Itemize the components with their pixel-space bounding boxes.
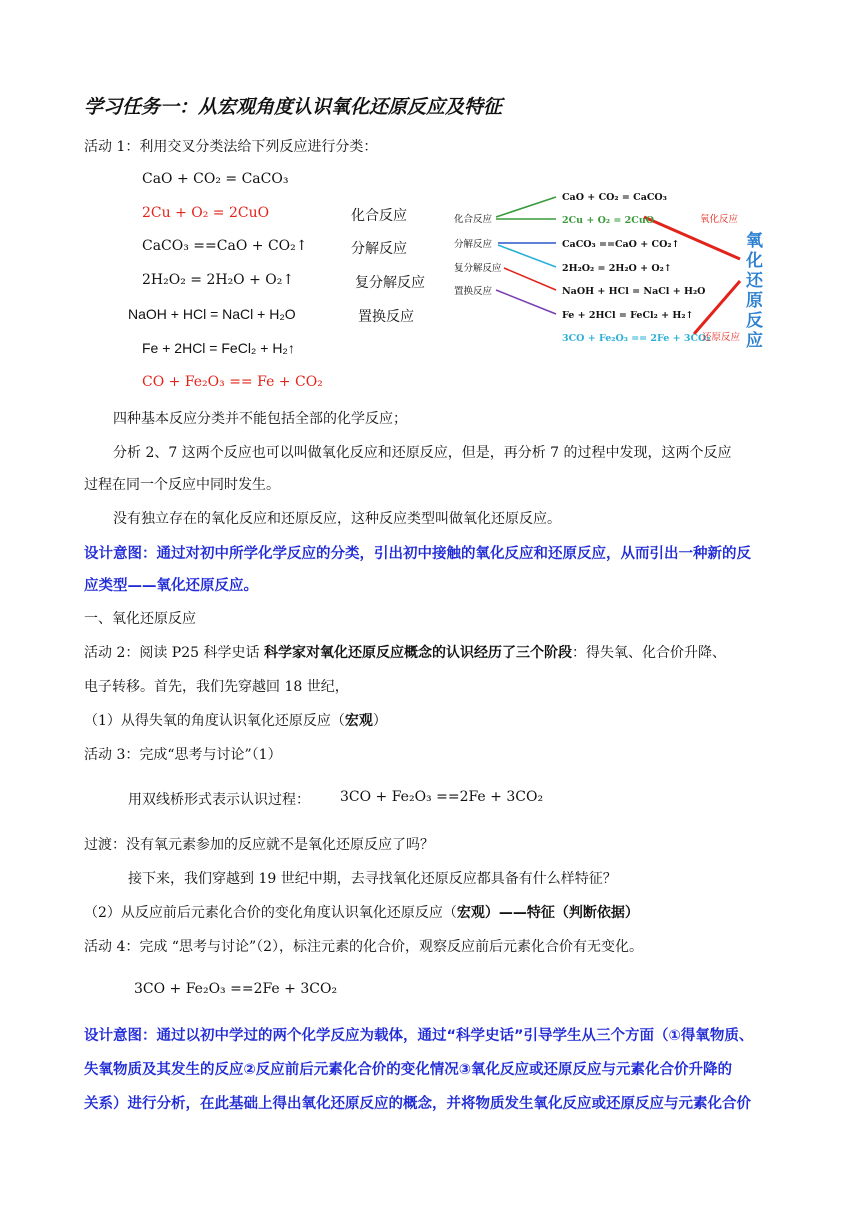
diagram-eq-2: 2Cu + O₂ = 2CuO xyxy=(562,215,655,226)
subsection-1 xyxy=(84,710,387,730)
diagram-eq-4: 2H₂O₂ = 2H₂O + O₂↑ xyxy=(562,263,672,274)
reaction-5: NaOH + HCl = NaCl + H₂O xyxy=(128,306,296,322)
diagram-oxidation-label: 氧化反应 xyxy=(700,214,739,225)
transition-text: 过渡：没有氧元素参加的反应就不是氧化还原反应了吗？ xyxy=(84,837,434,853)
paragraph-2-line2: 过程在同一个反应中同时发生。 xyxy=(84,477,280,493)
type-decomposition: 分解反应 xyxy=(351,241,407,257)
activity4-equation: 3CO + Fe₂O₃ ==2Fe + 3CO₂ xyxy=(134,981,338,997)
subsection-1-prefix: （1）从得失氧的角度认识氧化还原反应（ xyxy=(84,713,345,729)
reaction-4: 2H₂O₂ = 2H₂O + O₂↑ xyxy=(142,272,295,288)
design-intent-2-line3: 关系）进行分析，在此基础上得出氧化还原反应的概念，并将物质发生氧化反应或还原反应与元素化合价 xyxy=(84,1096,751,1112)
design-intent-2-line1: 设计意图：通过以初中学过的两个化学反应为载体，通过“科学史话”引导学生从三个方面（①得氧物质、 xyxy=(84,1028,754,1044)
diagram-eq-1: CaO + CO₂ = CaCO₃ xyxy=(562,192,667,203)
activity1-text: 活动 1：利用交叉分类法给下列反应进行分类： xyxy=(84,139,378,155)
design-intent-1-line1: 设计意图：通过对初中所学化学反应的分类，引出初中接触的氧化反应和还原反应，从而引出一种新的反 xyxy=(84,546,751,562)
subsection-1-bold: 宏观 xyxy=(344,713,373,729)
activity2-suffix: ：得失氧、化合价升降、 xyxy=(571,645,726,661)
vertical-char-3: 还 xyxy=(746,271,763,291)
activity2-bold: 科学家对氧化还原反应概念的认识经历了三个阶段 xyxy=(263,645,572,661)
type-double-displacement: 复分解反应 xyxy=(355,275,425,291)
design-intent-1-line2: 应类型——氧化还原反应。 xyxy=(84,578,258,594)
diagram-label-combination: 化合反应 xyxy=(454,214,493,225)
vertical-char-2: 化 xyxy=(746,251,763,271)
bridge-label: 用双线桥形式表示认识过程： xyxy=(128,792,310,808)
diagram-reduction-label: 还原反应 xyxy=(702,332,741,343)
vertical-char-5: 反 xyxy=(746,311,763,331)
diagram-eq-3: CaCO₃ ==CaO + CO₂↑ xyxy=(562,239,680,250)
paragraph-2-line1: 分析 2、7 这两个反应也可以叫做氧化反应和还原反应，但是，再分析 7 的过程中发现，这两个反应 xyxy=(113,445,732,461)
activity2-line1 xyxy=(84,642,726,662)
activity3-text: 活动 3：完成“思考与讨论”（1） xyxy=(84,747,282,763)
vertical-char-1: 氧 xyxy=(746,231,763,251)
subsection-2-prefix: （2）从反应前后元素化合价的变化角度认识氧化还原反应（ xyxy=(84,905,457,921)
bridge-equation: 3CO + Fe₂O₃ ==2Fe + 3CO₂ xyxy=(340,789,544,805)
diagram-eq-5: NaOH + HCl = NaCl + H₂O xyxy=(562,286,706,297)
diagram-eq-6: Fe + 2HCl = FeCl₂ + H₂↑ xyxy=(562,310,694,321)
line-combination-1 xyxy=(496,197,556,217)
diagram-eq-7: 3CO + Fe₂O₃ == 2Fe + 3CO₂ xyxy=(562,333,711,344)
diagram-label-double-displacement: 复分解反应 xyxy=(454,263,502,274)
type-displacement: 置换反应 xyxy=(358,309,414,325)
line-decomposition-2 xyxy=(498,245,556,267)
diagram-label-decomposition: 分解反应 xyxy=(454,239,493,250)
reaction-6: Fe + 2HCl = FeCl₂ + H₂↑ xyxy=(142,340,295,356)
next-text: 接下来，我们穿越到 19 世纪中期，去寻找氧化还原反应都具备有什么样特征？ xyxy=(128,871,617,887)
reaction-3: CaCO₃ ==CaO + CO₂↑ xyxy=(142,238,308,254)
page-title: 学习任务一：从宏观角度认识氧化还原反应及特征 xyxy=(84,96,503,118)
activity2-prefix: 活动 2：阅读 P25 科学史话 xyxy=(84,645,264,661)
subsection-2-bold: 宏观）——特征（判断依据） xyxy=(456,905,639,921)
paragraph-3: 没有独立存在的氧化反应和还原反应，这种反应类型叫做氧化还原反应。 xyxy=(113,511,561,527)
section-heading: 一、氧化还原反应 xyxy=(84,611,196,627)
activity4-text: 活动 4：完成 “思考与讨论”（2），标注元素的化合价，观察反应前后元素化合价有无变化。 xyxy=(84,939,644,955)
reaction-7: CO + Fe₂O₃ == Fe + CO₂ xyxy=(142,374,323,390)
line-double-displacement xyxy=(504,268,556,290)
classification-diagram xyxy=(448,184,780,354)
vertical-char-4: 原 xyxy=(746,291,763,311)
reaction-1: CaO + CO₂ = CaCO₃ xyxy=(142,171,289,187)
paragraph-1: 四种基本反应分类并不能包括全部的化学反应； xyxy=(113,411,407,427)
line-displacement xyxy=(496,290,556,314)
type-combination: 化合反应 xyxy=(351,208,407,224)
vertical-char-6: 应 xyxy=(746,331,763,351)
activity2-line2: 电子转移。首先，我们先穿越回 18 世纪， xyxy=(84,679,349,695)
subsection-1-suffix: ） xyxy=(372,713,387,729)
design-intent-2-line2: 失氧物质及其发生的反应②反应前后元素化合价的变化情况③氧化反应或还原反应与元素化合价升降的 xyxy=(84,1062,733,1078)
reaction-2: 2Cu + O₂ = 2CuO xyxy=(142,205,270,221)
subsection-2 xyxy=(84,902,639,922)
diagram-label-displacement: 置换反应 xyxy=(454,286,493,297)
